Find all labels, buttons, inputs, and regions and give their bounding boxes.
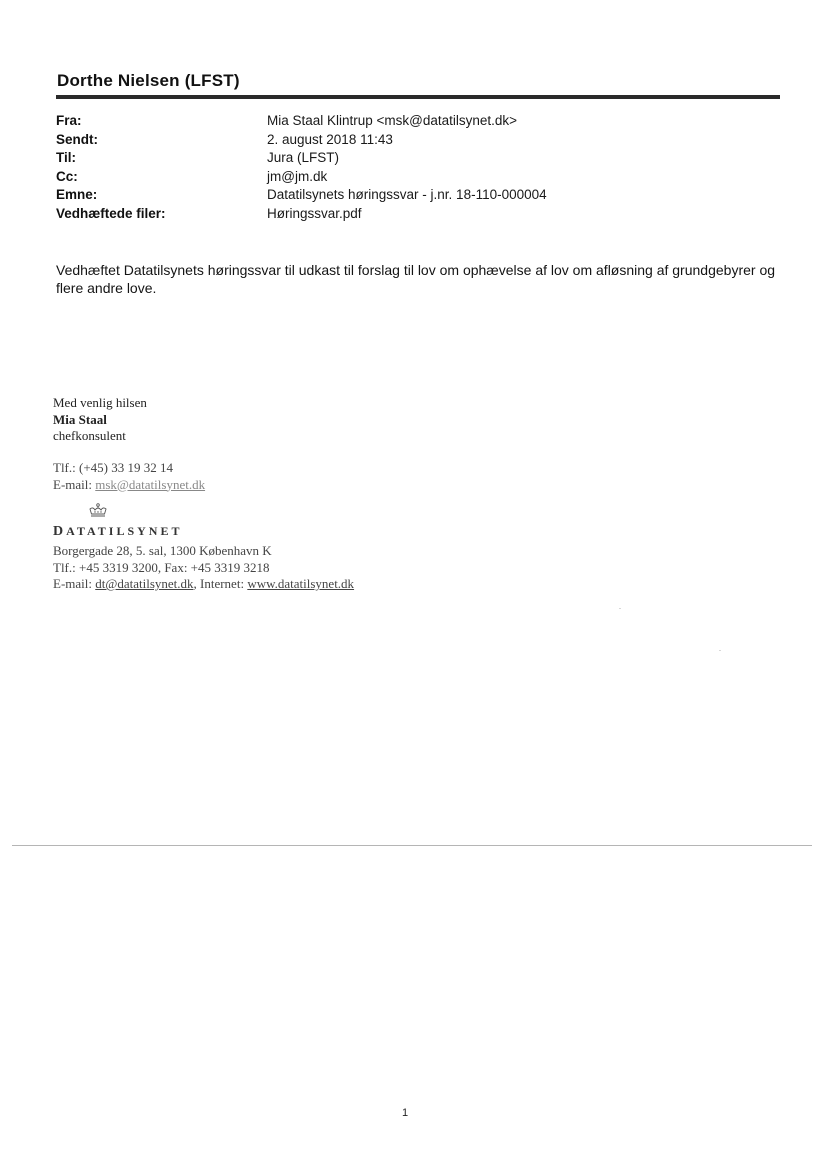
header-row-sent <box>56 132 780 151</box>
body-line: Vedhæftet Datatilsynets høringssvar til udkast til forslag til lov om ophævelse af lov om afløsning af grundgebyrer og <box>56 262 776 278</box>
signature-greeting: Med venlig hilsen <box>53 395 147 410</box>
org-phone-fax: Tlf.: +45 3319 3200, Fax: +45 3319 3218 <box>53 559 270 575</box>
signature-email <box>53 477 205 494</box>
org-internet-label: , Internet: <box>193 576 248 591</box>
header-value: 2. august 2018 11:43 <box>267 131 393 147</box>
signature-phone: Tlf.: (+45) 33 19 32 14 <box>53 460 173 475</box>
org-email-internet <box>53 576 354 593</box>
org-email-label: E-mail: <box>53 576 96 591</box>
page-number: 1 <box>402 1107 409 1119</box>
scan-speck <box>719 650 721 651</box>
header-row-cc <box>56 169 780 188</box>
header-value: Jura (LFST) <box>267 150 340 165</box>
signature-contact <box>53 460 205 493</box>
header-value: Datatilsynets høringssvar - j.nr. 18-110-000004 <box>267 187 547 202</box>
header-value: jm@jm.dk <box>267 168 328 184</box>
signature-title: chefkonsulent <box>53 428 126 443</box>
organization-address <box>53 543 354 593</box>
header-label: Vedhæftede filer: <box>56 205 166 221</box>
attachment-filename: Høringssvar.pdf <box>267 205 362 221</box>
header-label: Til: <box>56 150 76 165</box>
header-label: Fra: <box>56 113 82 128</box>
page-divider <box>12 845 812 846</box>
header-row-attachments <box>56 206 780 225</box>
header-label: Emne: <box>56 187 98 202</box>
org-website-link[interactable]: www.datatilsynet.dk <box>247 576 355 591</box>
signature-name: Mia Staal <box>53 411 107 427</box>
signature-block <box>53 395 147 445</box>
organization-logo-text <box>53 524 182 540</box>
header-label: Sendt: <box>56 131 98 147</box>
header-row-from <box>56 113 780 132</box>
email-label: E-mail: <box>53 476 96 492</box>
header-row-subject <box>56 187 780 206</box>
email-headers <box>56 113 780 224</box>
scan-speck <box>619 608 621 609</box>
header-row-to <box>56 150 780 169</box>
org-rest-letters: ATATILSYNET <box>66 524 183 538</box>
header-label: Cc: <box>56 168 78 184</box>
body-line: flere andre love. <box>56 280 157 296</box>
email-link[interactable]: msk@datatilsynet.dk <box>95 476 206 492</box>
org-email-link[interactable]: dt@datatilsynet.dk <box>95 576 194 591</box>
header-value: Mia Staal Klintrup <msk@datatilsynet.dk> <box>267 113 518 128</box>
org-street-address: Borgergade 28, 5. sal, 1300 København K <box>53 543 272 558</box>
org-first-letter: D <box>53 524 67 539</box>
sender-name: Dorthe Nielsen (LFST) <box>57 71 240 90</box>
header-divider <box>56 95 780 99</box>
email-body <box>56 261 780 297</box>
crown-icon <box>87 503 109 519</box>
